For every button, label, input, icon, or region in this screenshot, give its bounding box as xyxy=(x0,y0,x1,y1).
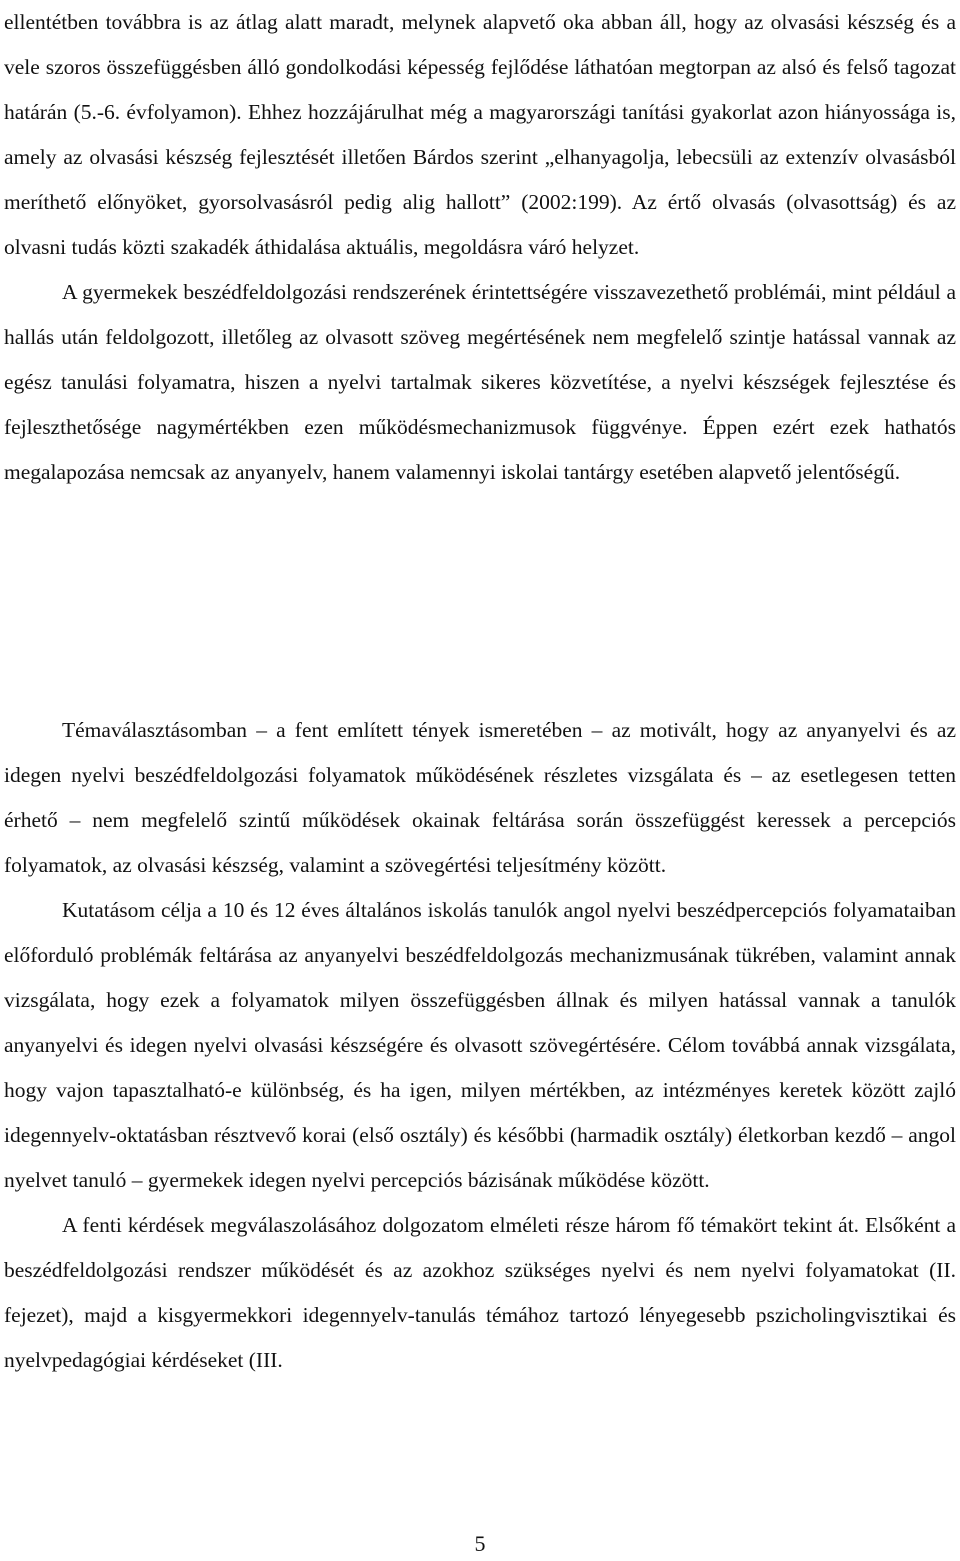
paragraph-reading-skill: ellentétben továbbra is az átlag alatt maradt, melynek alapvető oka abban áll, hogy az olvasási készség és a vele szoros összefüggésben álló gondolkodási képesség fejlődése láthatóan megtorpan az alsó és felső tagozat határán (5.-6. évfolyamon). Ehhez hozzájárulhat még a magyarországi tanítási gyakorlat azon hiányossága is, amely az olvasási készség fejlesztését illetően Bárdos szerint „elhanyagolja, lebecsüli az extenzív olvasásból meríthető előnyöket, gyorsolvasásról pedig alig hallott” (2002:199). Az értő olvasás (olvasottság) és az olvasni tudás közti szakadék áthidalása aktuális, megoldásra váró helyzet. xyxy=(4,10,956,259)
body-text-bottom xyxy=(4,708,956,1383)
paragraph-research-aim: Kutatásom célja a 10 és 12 éves általános iskolás tanulók angol nyelvi beszédpercepciós folyamataiban előforduló problémák feltárása az anyanyelvi beszédfeldolgozás mechanizmusának tükrében, valamint annak vizsgálata, hogy ezek a folyamatok milyen összefüggésben állnak és milyen hatással vannak a tanulók anyanyelvi és idegen nyelvi olvasási készségére és olvasott szövegértésére. Célom továbbá annak vizsgálata, hogy vajon tapasztalható-e különbség, és ha igen, milyen mértékben, az intézményes keretek között zajló idegennyelv-oktatásban résztvevő korai (első osztály) és későbbi (harmadik osztály) életkorban kezdő – angol nyelvet tanuló – gyermekek idegen nyelvi percepciós bázisának működése között. xyxy=(4,898,956,1192)
body-text-top xyxy=(4,0,956,495)
page-number: 5 xyxy=(474,1531,486,1556)
paragraph-topic-choice: Témaválasztásomban – a fent említett tények ismeretében – az motivált, hogy az anyanyelvi és az idegen nyelvi beszédfeldolgozási folyamatok működésének részletes vizsgálata és – az esetlegesen tetten érhető – nem megfelelő szintű működések okainak feltárása során összefüggést keressek a percepciós folyamatok, az olvasási készség, valamint a szövegértési teljesítmény között. xyxy=(4,718,956,877)
paragraph-speech-processing: A gyermekek beszédfeldolgozási rendszerének érintettségére visszavezethető problémái, mint például a hallás után feldolgozott, illetőleg az olvasott szöveg megértésének nem megfelelő szintje hatással vannak az egész tanulási folyamatra, hiszen a nyelvi tartalmak sikeres közvetítése, a nyelvi készségek fejlesztése és fejleszthetősége nagymértékben ezen működésmechanizmusok függvénye. Éppen ezért ezek hathatós megalapozása nemcsak az anyanyelv, hanem valamennyi iskolai tantárgy esetében alapvető jelentőségű. xyxy=(4,280,956,484)
paragraph-structure: A fenti kérdések megválaszolásához dolgozatom elméleti része három fő témakört tekint át. Elsőként a beszédfeldolgozási rendszer működését és az azokhoz szükséges nyelvi és nem nyelvi folyamatokat (II. fejezet), majd a kisgyermekkori idegennyelv-tanulás témához tartozó lényegesebb pszicholingvisztikai és nyelvpedagógiai kérdéseket (III. xyxy=(4,1213,956,1372)
